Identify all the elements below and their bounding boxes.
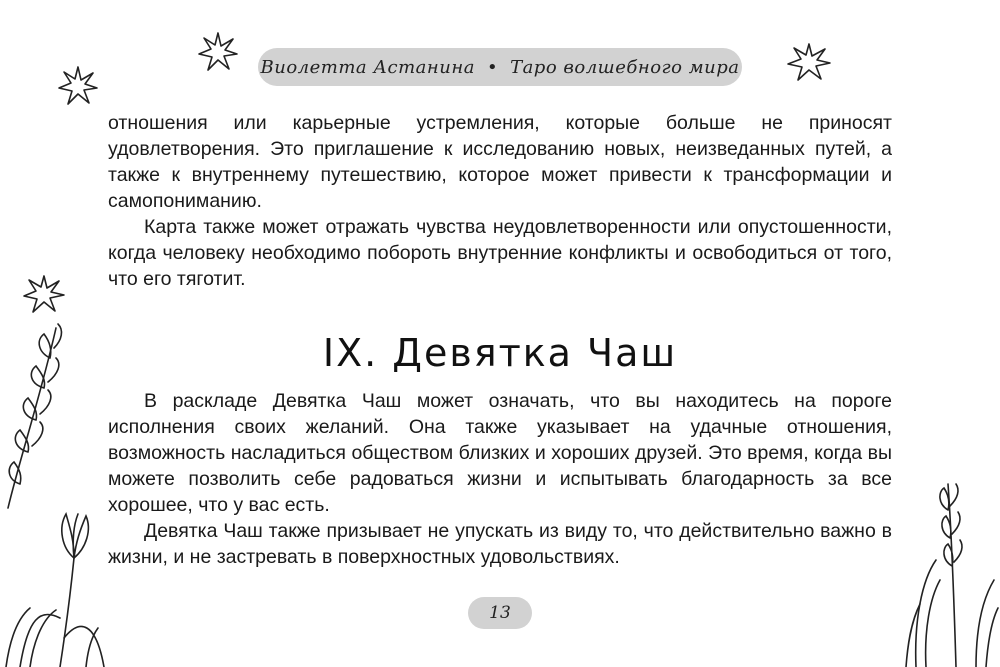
chapter-title: IX. Девятка Чаш: [322, 331, 678, 375]
plant-doodle-icon: [0, 318, 110, 667]
plant-doodle-icon: [896, 480, 1000, 667]
page-number: 13: [468, 597, 532, 629]
header-book-title: Таро волшебного мира: [510, 56, 740, 78]
star-doodle-icon: [56, 64, 100, 108]
star-doodle-icon: [196, 30, 240, 74]
paragraph: Карта также может отражать чувства неудовлетворенности или опустошенности, когда человеку необходимо побороть внутренние конфликты и освободиться от того, что его тяготит.: [108, 216, 892, 290]
paragraph: отношения или карьерные устремления, которые больше не приносят удовлетворения. Это приглашение к исследованию новых, неизведанных путей, а также к внутреннему путешествию, которое может привести к трансформации и самопониманию.: [108, 112, 892, 212]
body-text-bottom: [108, 388, 892, 570]
running-header: [258, 48, 742, 86]
header-separator: •: [486, 56, 499, 78]
star-doodle-icon: [786, 42, 832, 82]
paragraph: Девятка Чаш также призывает не упускать из виду то, что действительно важно в жизни, и не застревать в поверхностных удовольствиях.: [108, 520, 892, 568]
star-doodle-icon: [22, 274, 66, 314]
header-author: Виолетта Астанина: [260, 56, 475, 78]
paragraph: В раскладе Девятка Чаш может означать, что вы находитесь на пороге исполнения своих желаний. Она также указывает на удачные отношения, возможность насладиться обществом близких и хороших друзей. Это время, когда вы можете позволить себе радоваться жизни и испытывать благодарность за все хорошее, что у вас есть.: [108, 390, 892, 516]
body-text-top: [108, 110, 892, 292]
